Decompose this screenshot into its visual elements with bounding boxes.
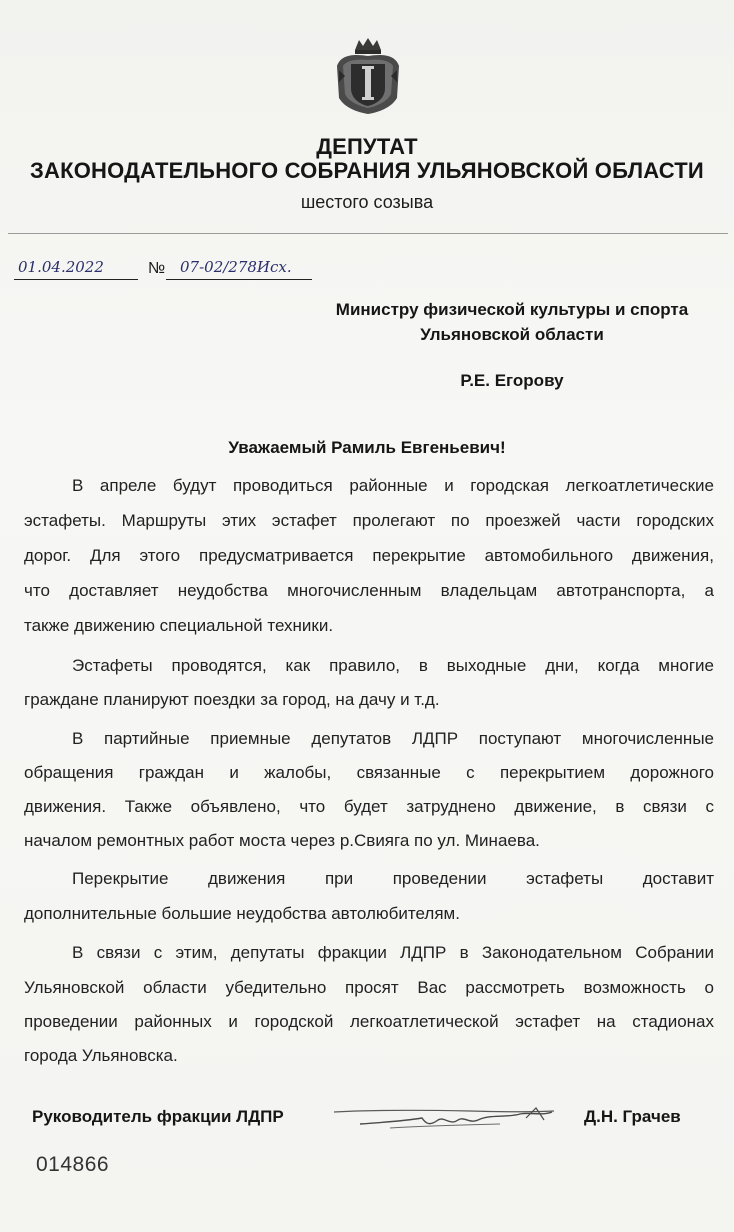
body-line: началом ремонтных работ моста через р.Свияга по ул. Минаева.	[24, 831, 540, 850]
registration-number: 07-02/278Исх.	[180, 258, 292, 276]
number-underline	[166, 279, 312, 280]
body-line: Эстафеты проводятся, как правило, в выходные дни, когда многие	[72, 656, 714, 675]
date-underline	[14, 279, 138, 280]
header-convocation: шестого созыва	[300, 192, 434, 212]
body-line: В партийные приемные депутатов ЛДПР поступают многочисленные	[72, 729, 714, 748]
header-title: ДЕПУТАТ	[316, 134, 418, 159]
addressee-position: Министру физической культуры и спорта	[335, 300, 689, 319]
body-line: также движению специальной техники.	[24, 616, 334, 635]
body-line: В апреле будут проводиться районные и городская легкоатлетические	[72, 476, 714, 495]
handwritten-signature	[330, 1098, 560, 1138]
body-line: эстафеты. Маршруты этих эстафет пролегают по проезжей части городских	[24, 511, 714, 530]
addressee-region: Ульяновской области	[420, 325, 604, 344]
greeting: Уважаемый Рамиль Евгеньевич!	[228, 438, 506, 457]
body-line: граждане планируют поездки за город, на дачу и т.д.	[24, 690, 440, 709]
body-line: Ульяновской области убедительно просят Вас рассмотреть возможность о	[24, 978, 714, 997]
document-serial-number: 014866	[36, 1153, 110, 1176]
header-subtitle: ЗАКОНОДАТЕЛЬНОГО СОБРАНИЯ УЛЬЯНОВСКОЙ ОБЛАСТИ	[30, 158, 704, 183]
registration-line	[14, 258, 314, 282]
body-line: дополнительные большие неудобства автолюбителям.	[24, 904, 460, 923]
body-line: проведении районных и городской легкоатлетической эстафет на стадионах	[24, 1012, 714, 1031]
signatory-title: Руководитель фракции ЛДПР	[32, 1107, 284, 1126]
signatory-name: Д.Н. Грачев	[584, 1107, 681, 1126]
number-sign: №	[148, 260, 166, 277]
body-line: В связи с этим, депутаты фракции ЛДПР в Законодательном Собрании	[72, 943, 714, 962]
body-line: дорог. Для этого предусматривается перекрытие автомобильного движения,	[24, 546, 714, 565]
registration-date: 01.04.2022	[18, 258, 104, 276]
body-line: движения. Также объявлено, что будет затруднено движение, в связи с	[24, 797, 714, 816]
body-line: города Ульяновска.	[24, 1046, 178, 1065]
addressee-name: Р.Е. Егорову	[460, 371, 564, 390]
body-line: Перекрытие движения при проведении эстафеты доставит	[72, 869, 714, 888]
body-line: обращения граждан и жалобы, связанные с перекрытием дорожного	[24, 763, 714, 782]
coat-of-arms-emblem	[331, 36, 405, 116]
header-divider	[8, 233, 728, 234]
body-line: что доставляет неудобства многочисленным владельцам автотранспорта, а	[24, 581, 714, 600]
